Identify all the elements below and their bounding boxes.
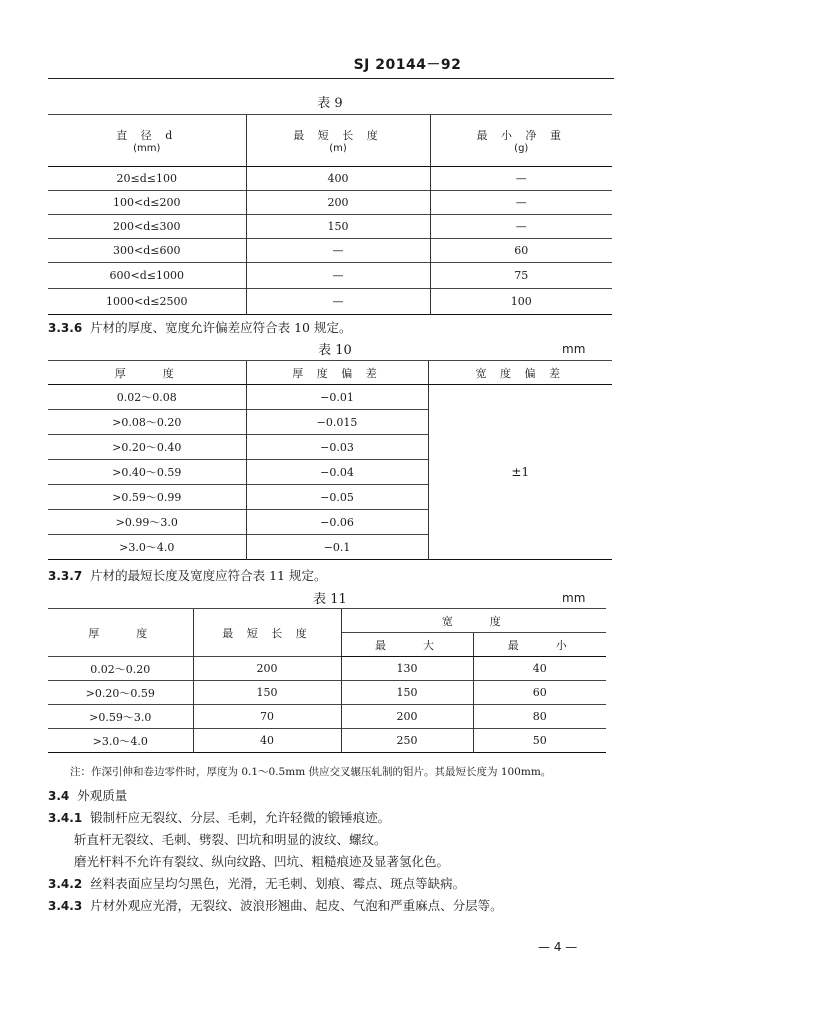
cell: 400 <box>246 167 430 191</box>
cell: 200 <box>341 705 473 729</box>
cell: 130 <box>341 657 473 681</box>
table11 <box>48 608 606 753</box>
table9-caption: 表 9 <box>317 96 343 111</box>
table10-header-thickness-tolerance: 厚 度 偏 差 <box>246 361 428 385</box>
cell: >0.20～0.59 <box>48 681 193 705</box>
cell: 75 <box>430 263 612 289</box>
cell: — <box>430 167 612 191</box>
cell: >0.20～0.40 <box>48 435 246 460</box>
cell: 100 <box>430 289 612 315</box>
clause-number: 3.4.3 <box>48 899 83 913</box>
cell: >3.0～4.0 <box>48 535 246 560</box>
clause-3-4-1-line2: 斩直杆无裂纹、毛刺、劈裂、凹坑和明显的波纹、螺纹。 <box>74 832 387 847</box>
table-row <box>48 681 606 705</box>
clause-text: 片材的厚度、宽度允许偏差应符合表 10 规定。 <box>90 320 352 335</box>
cell: 200 <box>246 191 430 215</box>
table10-caption: 表 10 <box>318 343 352 358</box>
standard-code: SJ 20144－92 <box>353 57 462 73</box>
table10-header-row <box>48 361 612 385</box>
cell: −0.06 <box>246 510 428 535</box>
table10-unit: mm <box>562 342 586 356</box>
cell: — <box>246 263 430 289</box>
cell: 1000<d≤2500 <box>48 289 246 315</box>
cell: 40 <box>193 729 341 753</box>
cell: 250 <box>341 729 473 753</box>
page-number: — 4 — <box>538 940 578 954</box>
clause-number: 3.4.1 <box>48 811 83 825</box>
cell: −0.015 <box>246 410 428 435</box>
cell: 150 <box>193 681 341 705</box>
width-tolerance-cell: ±1 <box>428 385 612 560</box>
clause-3-4-2 <box>48 874 465 892</box>
clause-text: 锻制杆应无裂纹、分层、毛刺，允许轻微的锻锤痕迹。 <box>90 810 391 825</box>
cell: 100<d≤200 <box>48 191 246 215</box>
cell: −0.1 <box>246 535 428 560</box>
header-label: 最 小 净 重 <box>476 129 566 142</box>
table-row <box>48 215 612 239</box>
clause-number: 3.4.2 <box>48 877 83 891</box>
cell: >0.59～3.0 <box>48 705 193 729</box>
table11-header-max: 最 大 <box>341 633 473 657</box>
cell: 600<d≤1000 <box>48 263 246 289</box>
table9-header-weight <box>430 115 612 167</box>
table-row <box>48 729 606 753</box>
cell: >0.40～0.59 <box>48 460 246 485</box>
cell: — <box>430 191 612 215</box>
cell: 40 <box>473 657 606 681</box>
clause-3-4-3 <box>48 896 503 914</box>
cell: 150 <box>341 681 473 705</box>
table9-header-length <box>246 115 430 167</box>
section-3-4 <box>48 786 127 804</box>
cell: >3.0～4.0 <box>48 729 193 753</box>
cell: >0.08～0.20 <box>48 410 246 435</box>
cell: 0.02～0.20 <box>48 657 193 681</box>
header-unit: (m) <box>329 143 347 154</box>
table9-header-row <box>48 115 612 167</box>
cell: — <box>430 215 612 239</box>
cell: 60 <box>473 681 606 705</box>
header-unit: (mm) <box>133 143 161 154</box>
header-rule <box>48 78 614 79</box>
table10-header-thickness: 厚 度 <box>48 361 246 385</box>
table-row <box>48 385 612 410</box>
table11-header-width: 宽 度 <box>341 609 606 633</box>
section-title: 外观质量 <box>77 788 128 803</box>
cell: 150 <box>246 215 430 239</box>
table-row <box>48 289 612 315</box>
clause-text: 片材外观应光滑，无裂纹、波浪形翘曲、起皮、气泡和严重麻点、分层等。 <box>90 898 503 913</box>
table-row <box>48 191 612 215</box>
clause-3-4-1-line3: 磨光杆料不允许有裂纹、纵向纹路、凹坑、粗糙痕迹及显著氢化色。 <box>74 854 450 869</box>
table11-note: 注：作深引伸和卷边零件时，厚度为 0.1～0.5mm 供应交叉辗压轧制的钼片。其最短长度为 100mm。 <box>70 766 552 778</box>
cell: — <box>246 289 430 315</box>
clause-number: 3.3.6 <box>48 321 83 335</box>
section-number: 3.4 <box>48 789 70 803</box>
table11-header-min: 最 小 <box>473 633 606 657</box>
table9-header-diameter <box>48 115 246 167</box>
cell: −0.04 <box>246 460 428 485</box>
table-row <box>48 657 606 681</box>
clause-number: 3.3.7 <box>48 569 83 583</box>
cell: −0.01 <box>246 385 428 410</box>
table11-caption: 表 11 <box>313 592 347 607</box>
table10 <box>48 360 612 560</box>
table10-header-width-tolerance: 宽 度 偏 差 <box>428 361 612 385</box>
clause-3-3-7 <box>48 566 326 584</box>
cell: 200<d≤300 <box>48 215 246 239</box>
clause-3-3-6 <box>48 318 351 336</box>
cell: 0.02～0.08 <box>48 385 246 410</box>
header-label: 最 短 长 度 <box>293 129 383 142</box>
cell: 20≤d≤100 <box>48 167 246 191</box>
table-row <box>48 167 612 191</box>
cell: >0.99～3.0 <box>48 510 246 535</box>
cell: 60 <box>430 239 612 263</box>
cell: 80 <box>473 705 606 729</box>
cell: >0.59～0.99 <box>48 485 246 510</box>
cell: −0.05 <box>246 485 428 510</box>
table-row <box>48 705 606 729</box>
table11-header-row <box>48 609 606 633</box>
table9 <box>48 114 612 315</box>
cell: −0.03 <box>246 435 428 460</box>
cell: 200 <box>193 657 341 681</box>
header-label: 直 径 d <box>116 129 178 142</box>
header-unit: (g) <box>514 143 529 154</box>
cell: 300<d≤600 <box>48 239 246 263</box>
table11-header-min-length: 最 短 长 度 <box>193 609 341 657</box>
table11-header-thickness: 厚 度 <box>48 609 193 657</box>
cell: 50 <box>473 729 606 753</box>
clause-text: 丝料表面应呈均匀黑色，光滑，无毛刺、划痕、霉点、斑点等缺病。 <box>90 876 466 891</box>
table11-unit: mm <box>562 591 586 605</box>
table-row <box>48 239 612 263</box>
cell: — <box>246 239 430 263</box>
clause-text: 片材的最短长度及宽度应符合表 11 规定。 <box>90 568 327 583</box>
cell: 70 <box>193 705 341 729</box>
clause-3-4-1 <box>48 808 390 826</box>
table-row <box>48 263 612 289</box>
